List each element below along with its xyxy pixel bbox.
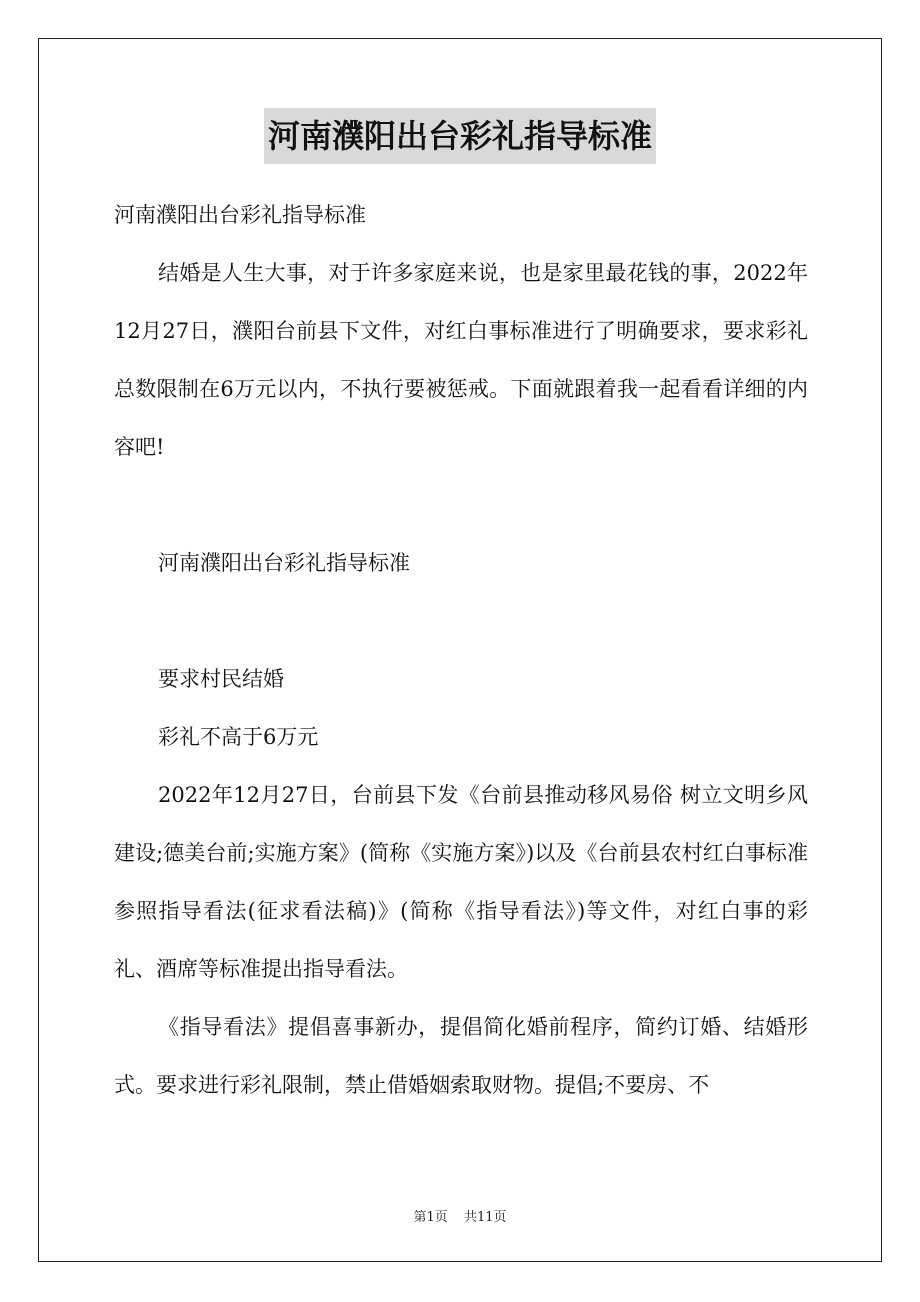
document-title: 河南濮阳出台彩礼指导标准	[264, 108, 656, 164]
paragraph-policy: 2022年12月27日，台前县下发《台前县推动移风易俗 树立文明乡风 建设;德美台前;实施方案》(简称《实施方案》)以及《台前县农村红白事标准参照指导看法(征求看法稿)》(简称《指导看法》)等文件，对红白事的彩礼、酒席等标准提出指导看法。	[114, 783, 808, 981]
paragraph-intro: 结婚是人生大事，对于许多家庭来说，也是家里最花钱的事，2022年12月27日，濮阳台前县下文件，对红白事标准进行了明确要求，要求彩礼总数限制在6万元以内，不执行要被惩戒。下面就跟着我一起看看详细的内容吧!	[114, 261, 808, 459]
paragraph-guidance: 《指导看法》提倡喜事新办，提倡简化婚前程序，简约订婚、结婚形式。要求进行彩礼限制，禁止借婚姻索取财物。提倡;不要房、不	[114, 1015, 808, 1097]
paragraph-requirement: 要求村民结婚	[158, 667, 284, 691]
document-body	[114, 186, 808, 1114]
spacer	[114, 592, 808, 650]
paragraph-limit: 彩礼不高于6万元	[158, 725, 319, 749]
title-area	[0, 108, 920, 164]
page-number-current: 第1页	[413, 1210, 448, 1225]
paragraph-subtitle: 河南濮阳出台彩礼指导标准	[114, 203, 366, 227]
paragraph-heading: 河南濮阳出台彩礼指导标准	[158, 551, 410, 575]
page-number-total: 共11页	[463, 1210, 507, 1225]
page-footer	[0, 1206, 920, 1225]
spacer	[114, 476, 808, 534]
